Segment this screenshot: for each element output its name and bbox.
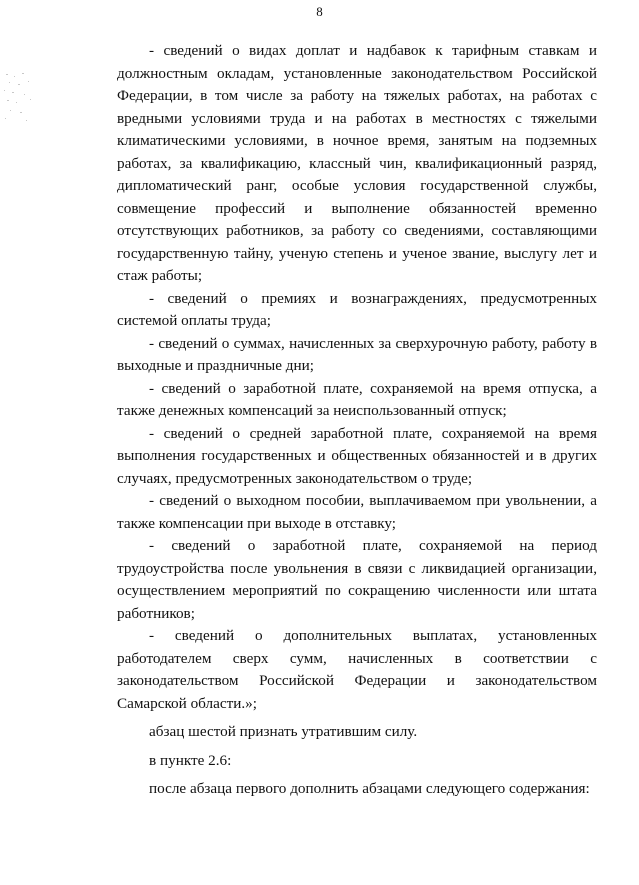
paragraph-section-reference: в пункте 2.6: xyxy=(149,751,232,769)
document-body xyxy=(117,40,597,801)
page-number: 8 xyxy=(316,4,323,19)
paragraph-amendment-intro: после абзаца первого дополнить абзацами следующего содержания: xyxy=(149,780,590,797)
list-item-severance: - сведений о выходном пособии, выплачиваемом при увольнении, а также компенсации при выходе в отставку; xyxy=(117,492,597,532)
scan-speckle-marks xyxy=(0,70,44,140)
list-item-vacation-pay: - сведений о заработной плате, сохраняемой на время отпуска, а также денежных компенсаций за неиспользованный отпуск; xyxy=(117,379,597,419)
list-item-allowances: - сведений о видах доплат и надбавок к тарифным ставкам и должностным окладам, установленные законодательством Российской Федерации, в том числе за работу на тяжелых работах, на работах с вредными условиями труда и на работах в местностях с тяжелыми климатическими условиями, в ночное время, занятым на подземных работах, за квалификацию, классный чин, квалификационный разряд, дипломатический ранг, особые условия государственной службы, совмещение профессий и выполнение обязанностей временно отсутствующих работников, за работу со сведениями, составляющими государственную тайну, ученую степень и ученое звание, выслугу лет и стаж работы; xyxy=(117,42,597,284)
list-item-bonuses: - сведений о премиях и вознаграждениях, предусмотренных системой оплаты труда; xyxy=(117,289,597,329)
list-item-average-salary: - сведений о средней заработной плате, сохраняемой на время выполнения государственных и общественных обязанностей и в других случаях, предусмотренных законодательством о труде; xyxy=(117,424,597,487)
list-item-reemployment-pay: - сведений о заработной плате, сохраняемой на период трудоустройства после увольнения в связи с ликвидацией организации, осуществлением мероприятий по сокращению численности или штата работников; xyxy=(117,537,597,622)
list-item-overtime: - сведений о суммах, начисленных за сверхурочную работу, работу в выходные и праздничные дни; xyxy=(117,334,597,374)
list-item-additional-payments: - сведений о дополнительных выплатах, установленных работодателем сверх сумм, начисленных в соответствии с законодательством Российской Федерации и законодательством Самарской области.»; xyxy=(117,627,597,712)
paragraph-repeal-clause: абзац шестой признать утратившим силу. xyxy=(149,723,418,740)
